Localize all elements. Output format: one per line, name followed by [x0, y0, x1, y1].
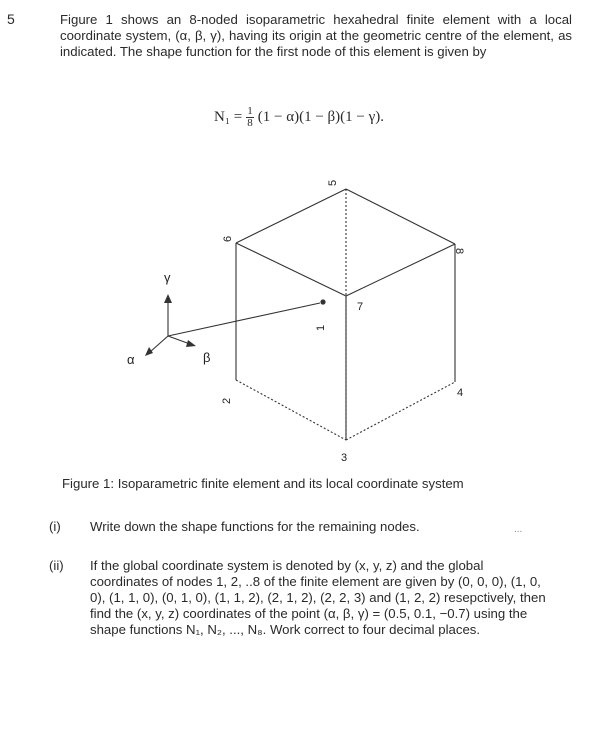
gamma-label: γ	[164, 270, 171, 285]
fraction-denominator: 8	[247, 117, 253, 129]
alpha-axis	[150, 336, 168, 352]
alpha-arrowhead	[145, 347, 153, 356]
equation-rhs: (1 − α)(1 − β)(1 − γ).	[257, 109, 384, 125]
fraction-numerator: 1	[247, 105, 253, 117]
node-label-6: 6	[222, 235, 234, 242]
hidden-edge	[236, 380, 346, 440]
node-label-1: 1	[315, 324, 327, 331]
beta-arrowhead	[186, 340, 196, 347]
question-intro: Figure 1 shows an 8-noded isoparametric hexahedral finite element with a local coordinate system, (α, β, γ), having its origin at the geometric centre of the element, as indicated. The shape function for the first node of this element is given by	[60, 12, 572, 59]
beta-axis	[168, 336, 190, 344]
origin-pointer	[168, 303, 320, 336]
part-i-text: Write down the shape functions for the remaining nodes.	[90, 519, 420, 534]
part-ii-label: (ii)	[49, 558, 64, 573]
equation-lhs: N₁ =	[214, 109, 243, 125]
edge	[236, 243, 346, 296]
hidden-edge	[346, 382, 455, 440]
gamma-arrowhead	[164, 294, 172, 303]
node-label-8: 8	[453, 248, 465, 255]
beta-label: β	[203, 350, 211, 365]
edge	[346, 189, 455, 244]
ellipsis-mark: ...	[514, 524, 523, 535]
node-label-7: 7	[357, 301, 364, 313]
node-label-2: 2	[221, 397, 233, 404]
edge	[236, 189, 346, 243]
figure-caption: Figure 1: Isoparametric finite element and its local coordinate system	[62, 476, 464, 491]
edge	[346, 244, 455, 296]
node-label-3: 3	[341, 452, 348, 464]
alpha-label: α	[127, 352, 135, 367]
question-number: 5	[7, 11, 15, 27]
node-label-4: 4	[457, 387, 464, 399]
part-ii-text: If the global coordinate system is denoted by (x, y, z) and the global coordinates of nodes 1, 2, ..8 of the finite element are given by (0, 0, 0), (1, 0, 0), (1, 1, 0), (0, 1, 0), (1, 1, 2), (2, 1, 2), (2, 2, 3) and (1, 2, 2) resepctively, then find the (x, y, z) coordinates of the point (α, β, γ) = (0.5, 0.1, −0.7) using the shape functions N₁, N₂, ..., N₈. Work correct to four decimal places.	[90, 558, 546, 637]
node-label-5: 5	[327, 179, 339, 186]
origin-point	[320, 299, 325, 304]
part-i-label: (i)	[49, 519, 61, 534]
